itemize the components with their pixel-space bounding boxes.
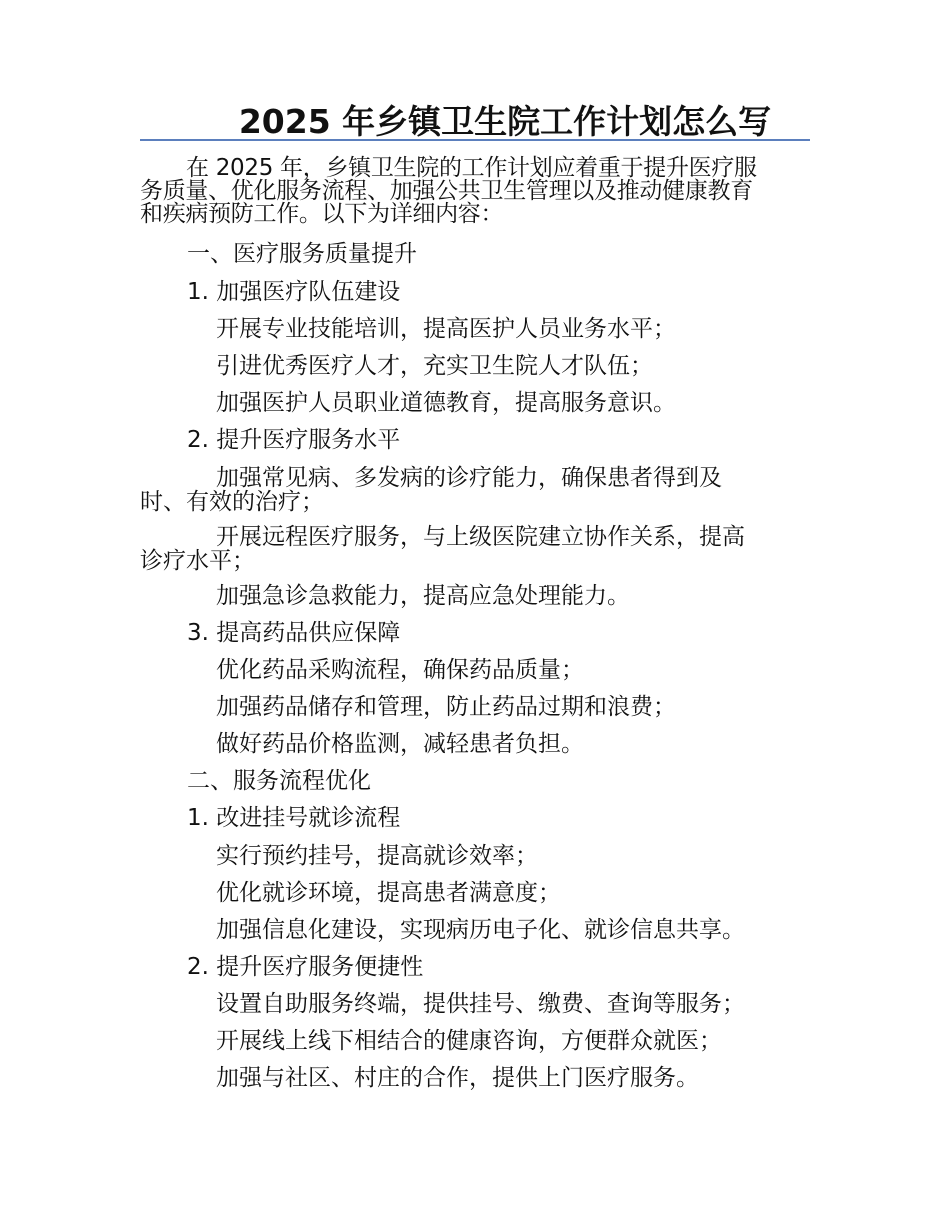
- section-2-heading: 二、服务流程优化: [187, 768, 371, 794]
- document-title: 2025 年乡镇卫生院工作计划怎么写: [238, 102, 772, 141]
- section-2-2-heading: 2. 提升医疗服务便捷性: [187, 954, 424, 980]
- list-item: 引进优秀医疗人才，充实卫生院人才队伍；: [216, 353, 653, 379]
- list-item: 做好药品价格监测，减轻患者负担。: [216, 731, 584, 757]
- list-item-line: 时、有效的治疗；: [140, 489, 324, 515]
- intro-line-2: 务质量、优化服务流程、加强公共卫生管理以及推动健康教育: [140, 178, 753, 204]
- section-1-3-heading: 3. 提高药品供应保障: [187, 620, 401, 646]
- list-item-wrapped: [140, 525, 820, 573]
- list-item: 设置自助服务终端，提供挂号、缴费、查询等服务；: [216, 991, 745, 1017]
- intro-paragraph: [140, 157, 810, 226]
- list-item: 加强急诊急救能力，提高应急处理能力。: [216, 583, 630, 609]
- list-item: 开展专业技能培训，提高医护人员业务水平；: [216, 316, 676, 342]
- list-item: 加强与社区、村庄的合作，提供上门医疗服务。: [216, 1065, 699, 1091]
- list-item: 加强信息化建设，实现病历电子化、就诊信息共享。: [216, 917, 745, 943]
- list-item-line: 开展远程医疗服务，与上级医院建立协作关系，提高: [216, 524, 745, 550]
- list-item-wrapped: [140, 466, 820, 514]
- section-1-2-heading: 2. 提升医疗服务水平: [187, 427, 401, 453]
- title-underline: [140, 139, 810, 141]
- list-item: 加强药品储存和管理，防止药品过期和浪费；: [216, 694, 676, 720]
- list-item: 优化药品采购流程，确保药品质量；: [216, 657, 584, 683]
- section-1-1-heading: 1. 加强医疗队伍建设: [187, 279, 401, 305]
- section-1-heading: 一、医疗服务质量提升: [187, 241, 417, 267]
- intro-line-1: 在 2025 年，乡镇卫生院的工作计划应着重于提升医疗服: [186, 155, 757, 181]
- list-item: 优化就诊环境，提高患者满意度；: [216, 880, 561, 906]
- list-item: 开展线上线下相结合的健康咨询，方便群众就医；: [216, 1028, 722, 1054]
- section-2-1-heading: 1. 改进挂号就诊流程: [187, 805, 401, 831]
- intro-line-3: 和疾病预防工作。以下为详细内容：: [140, 201, 504, 227]
- list-item-line: 加强常见病、多发病的诊疗能力，确保患者得到及: [216, 465, 722, 491]
- list-item: 实行预约挂号，提高就诊效率；: [216, 843, 538, 869]
- list-item-line: 诊疗水平；: [140, 548, 255, 574]
- list-item: 加强医护人员职业道德教育，提高服务意识。: [216, 390, 676, 416]
